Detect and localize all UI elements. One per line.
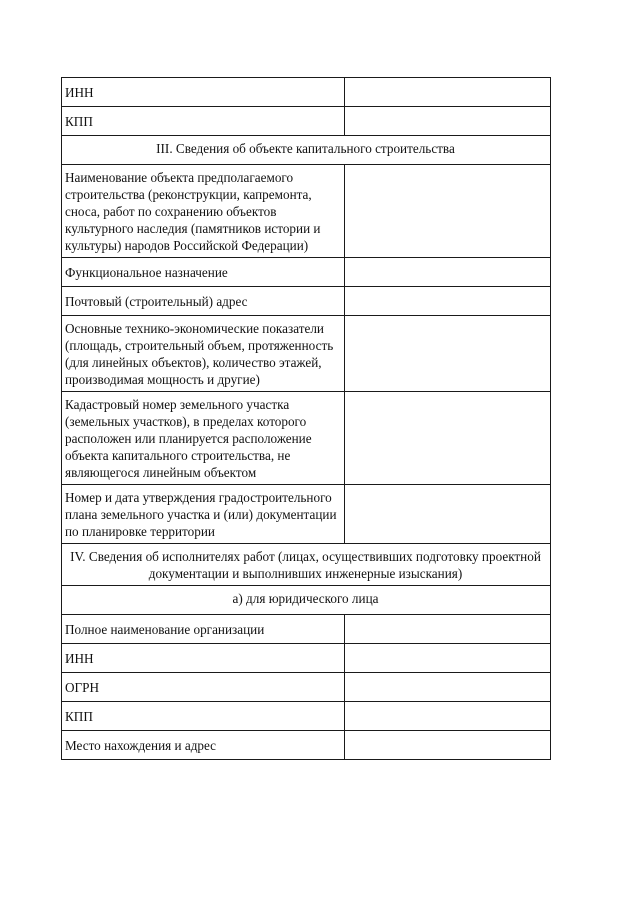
- field-label-kpp: КПП: [62, 107, 345, 136]
- field-value-technical-indicators[interactable]: [345, 316, 551, 392]
- field-label-organization-name: Полное наименование организации: [62, 615, 345, 644]
- form-row-object-name: [62, 165, 551, 258]
- form-row-organization-name: [62, 615, 551, 644]
- section-row-contractors: [62, 544, 551, 586]
- field-value-postal-address[interactable]: [345, 287, 551, 316]
- field-value-contractor-kpp[interactable]: [345, 702, 551, 731]
- form-row-kpp: [62, 107, 551, 136]
- form-row-functional-purpose: [62, 258, 551, 287]
- field-label-functional-purpose: Функциональное назначение: [62, 258, 345, 287]
- section-heading-legal-entity: а) для юридического лица: [62, 586, 551, 615]
- field-value-organization-name[interactable]: [345, 615, 551, 644]
- field-label-ogrn: ОГРН: [62, 673, 345, 702]
- field-value-functional-purpose[interactable]: [345, 258, 551, 287]
- form-row-ogrn: [62, 673, 551, 702]
- form-row-location-address: [62, 731, 551, 760]
- field-label-inn: ИНН: [62, 78, 345, 107]
- form-row-postal-address: [62, 287, 551, 316]
- section-row-object-info: [62, 136, 551, 165]
- field-value-cadastral-number[interactable]: [345, 392, 551, 485]
- field-value-object-name[interactable]: [345, 165, 551, 258]
- form-row-contractor-kpp: [62, 702, 551, 731]
- field-value-ogrn[interactable]: [345, 673, 551, 702]
- field-label-technical-indicators: Основные технико-экономические показатели (площадь, строительный объем, протяженность (для линейных объектов), количество этажей, производимая мощность и другие): [62, 316, 345, 392]
- form-row-inn: [62, 78, 551, 107]
- field-label-contractor-inn: ИНН: [62, 644, 345, 673]
- form-row-technical-indicators: [62, 316, 551, 392]
- section-heading-contractors: IV. Сведения об исполнителях работ (лицах, осуществивших подготовку проектной документации и выполнивших инженерные изыскания): [62, 544, 551, 586]
- field-label-cadastral-number: Кадастровый номер земельного участка (земельных участков), в пределах которого расположен или планируется расположение объекта капитального строительства, не являющегося линейным объектом: [62, 392, 345, 485]
- field-value-kpp[interactable]: [345, 107, 551, 136]
- field-value-gpzu[interactable]: [345, 485, 551, 544]
- form-row-gpzu: [62, 485, 551, 544]
- field-value-location-address[interactable]: [345, 731, 551, 760]
- field-label-object-name: Наименование объекта предполагаемого строительства (реконструкции, капремонта, сноса, работ по сохранению объектов культурного наследия (памятников истории и культуры) народов Российской Федерации): [62, 165, 345, 258]
- application-form-table: [61, 77, 551, 760]
- field-value-inn[interactable]: [345, 78, 551, 107]
- form-row-contractor-inn: [62, 644, 551, 673]
- field-label-contractor-kpp: КПП: [62, 702, 345, 731]
- section-row-legal-entity: [62, 586, 551, 615]
- field-label-location-address: Место нахождения и адрес: [62, 731, 345, 760]
- field-label-gpzu: Номер и дата утверждения градостроительного плана земельного участка и (или) документации по планировке территории: [62, 485, 345, 544]
- form-row-cadastral-number: [62, 392, 551, 485]
- field-value-contractor-inn[interactable]: [345, 644, 551, 673]
- field-label-postal-address: Почтовый (строительный) адрес: [62, 287, 345, 316]
- section-heading-object-info: III. Сведения об объекте капитального строительства: [62, 136, 551, 165]
